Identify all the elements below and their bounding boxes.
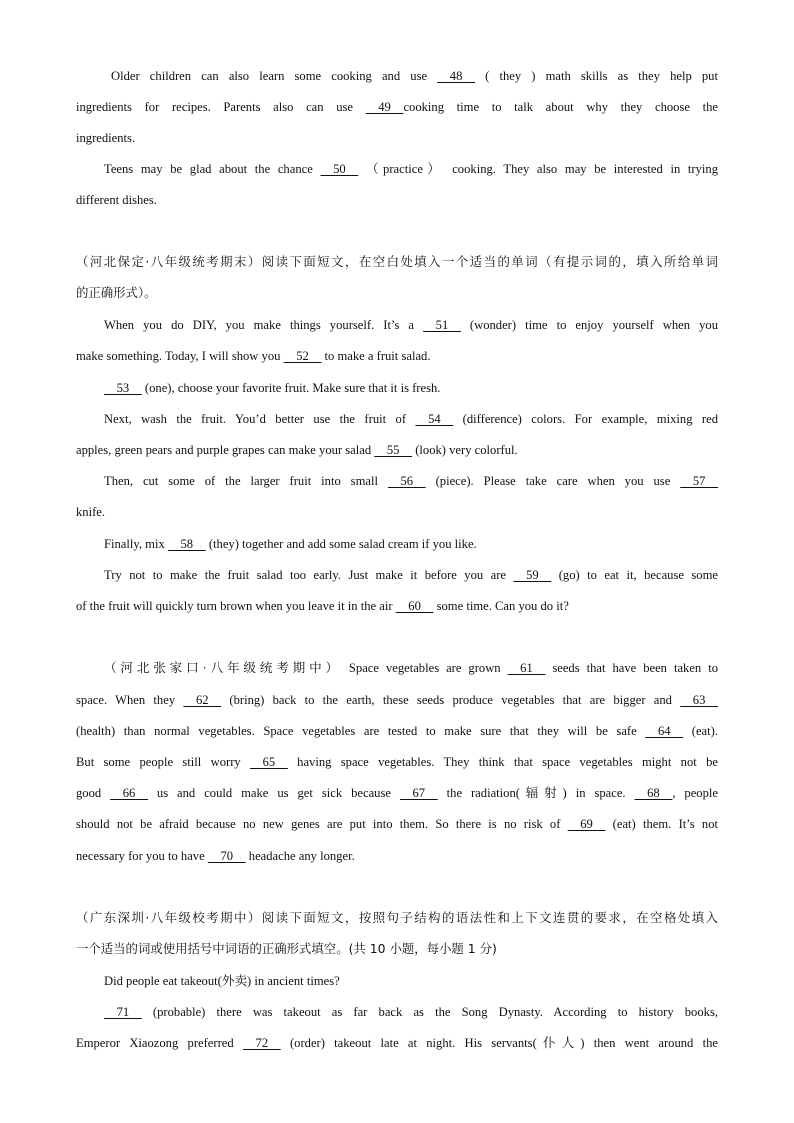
text-line: ingredients. <box>76 131 136 145</box>
answer-blank-49[interactable]: 49 <box>365 100 404 114</box>
answer-blank-53[interactable]: 53 <box>104 381 142 395</box>
text-line: When you do DIY, you make things yourself. It’s a 51 (wonder) time to enjoy yourself when you <box>104 318 719 332</box>
text-line: should not be afraid because no new genes are put into them. So there is no risk of 69 (eat) them. It’s not <box>76 817 718 831</box>
answer-blank-60[interactable]: 60 <box>395 599 434 613</box>
text-line: 53 (one), choose your favorite fruit. Make sure that it is fresh. <box>104 381 441 395</box>
text-line: （广东深圳·八年级校考期中）阅读下面短文，按照句子结构的语法性和上下文连贯的要求，在空格处填入 <box>76 910 718 925</box>
text-line: Try not to make the fruit salad too early. Just make it before you are 59 (go) to eat it, because some <box>104 568 718 582</box>
answer-blank-58[interactable]: 58 <box>167 537 206 551</box>
answer-blank-64[interactable]: 64 <box>645 724 684 738</box>
text-line: good 66 us and could make us get sick because 67 the radiation(辐射) in space. 68 , people <box>76 786 718 800</box>
answer-blank-66[interactable]: 66 <box>110 786 148 800</box>
answer-blank-48[interactable]: 48 <box>437 69 475 83</box>
answer-blank-57[interactable]: 57 <box>680 474 718 488</box>
text-line: apples, green pears and purple grapes can make your salad 55 (look) very colorful. <box>76 443 518 457</box>
text-line: （河北张家口·八年级统考期中） Space vegetables are grown 61 seeds that have been taken to <box>104 661 718 675</box>
answer-blank-65[interactable]: 65 <box>250 755 288 769</box>
answer-blank-51[interactable]: 51 <box>423 318 461 332</box>
text-line: Finally, mix 58 (they) together and add some salad cream if you like. <box>104 537 477 551</box>
text-line: 71 (probable) there was takeout as far back as the Song Dynasty. According to history books, <box>104 1005 718 1019</box>
text-line: Older children can also learn some cooking and use 48 ( they ) math skills as they help put <box>111 69 718 83</box>
answer-blank-72[interactable]: 72 <box>242 1036 281 1050</box>
text-line: Next, wash the fruit. You’d better use the fruit of 54 (difference) colors. For example, mixing red <box>104 412 718 426</box>
answer-blank-50[interactable]: 50 <box>320 162 359 176</box>
answer-blank-56[interactable]: 56 <box>387 474 426 488</box>
answer-blank-54[interactable]: 54 <box>415 412 454 426</box>
text-line: make something. Today, I will show you 52 to make a fruit salad. <box>76 349 431 363</box>
answer-blank-52[interactable]: 52 <box>283 349 322 363</box>
text-line: But some people still worry 65 having space vegetables. They think that space vegetables might not be <box>76 755 718 769</box>
answer-blank-71[interactable]: 71 <box>104 1005 142 1019</box>
text-line: 一个适当的词或使用括号中词语的正确形式填空。(共 10 小题，每小题 1 分) <box>76 941 497 956</box>
text-line: (health) than normal vegetables. Space vegetables are tested to make sure that they will be safe 64 (eat). <box>76 724 718 738</box>
text-line: space. When they 62 (bring) back to the earth, these seeds produce vegetables that are bigger and 63 <box>76 693 718 707</box>
text-line: of the fruit will quickly turn brown when you leave it in the air 60 some time. Can you do it? <box>76 599 569 613</box>
text-line: ingredients for recipes. Parents also can use 49 cooking time to talk about why they choose the <box>76 100 719 114</box>
answer-blank-55[interactable]: 55 <box>374 443 413 457</box>
text-line: 的正确形式）。 <box>76 285 157 300</box>
text-line: Emperor Xiaozong preferred 72 (order) takeout late at night. His servants(仆人) then went around the <box>76 1036 718 1050</box>
text-line: different dishes. <box>76 193 157 207</box>
text-line: Did people eat takeout(外卖) in ancient times? <box>104 974 340 988</box>
answer-blank-70[interactable]: 70 <box>207 849 246 863</box>
answer-blank-59[interactable]: 59 <box>513 568 552 582</box>
text-line: knife. <box>76 505 106 519</box>
answer-blank-68[interactable]: 68 <box>634 786 673 800</box>
text-line: Teens may be glad about the chance 50 （practice） cooking. They also may be interested in trying <box>104 162 718 176</box>
answer-blank-69[interactable]: 69 <box>567 817 606 831</box>
text-line: （河北保定·八年级统考期末）阅读下面短文，在空白处填入一个适当的单词（有提示词的，填入所给单词 <box>76 254 718 269</box>
answer-blank-61[interactable]: 61 <box>507 661 546 675</box>
text-line: necessary for you to have 70 headache any longer. <box>76 849 355 863</box>
answer-blank-62[interactable]: 62 <box>183 693 222 707</box>
answer-blank-63[interactable]: 63 <box>680 693 718 707</box>
text-line: Then, cut some of the larger fruit into small 56 (piece). Please take care when you use 57 <box>104 474 718 488</box>
answer-blank-67[interactable]: 67 <box>399 786 438 800</box>
